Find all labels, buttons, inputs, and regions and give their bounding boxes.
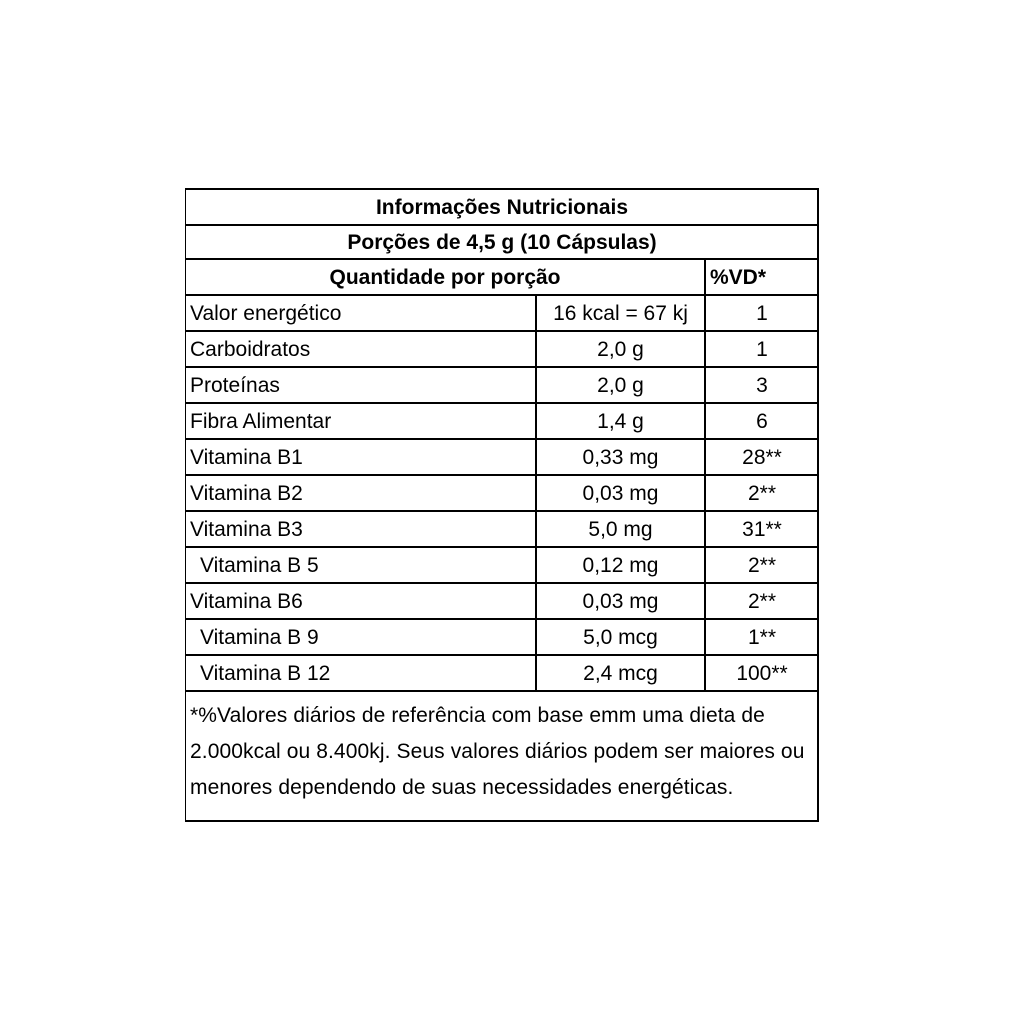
nutrient-name: Vitamina B3 bbox=[186, 511, 536, 547]
nutrient-name: Proteínas bbox=[186, 367, 536, 403]
table-row bbox=[186, 439, 818, 475]
portion-size: Porções de 4,5 g (10 Cápsulas) bbox=[186, 225, 818, 259]
nutrient-vd: 6 bbox=[705, 403, 818, 439]
nutrient-amount: 0,03 mg bbox=[536, 583, 705, 619]
table-row bbox=[186, 403, 818, 439]
nutrient-amount: 1,4 g bbox=[536, 403, 705, 439]
nutrient-name: Vitamina B2 bbox=[186, 475, 536, 511]
table-row bbox=[186, 547, 818, 583]
footnote: *%Valores diários de referência com base emm uma dieta de 2.000kcal ou 8.400kj. Seus valores diários podem ser maiores ou menores dependendo de suas necessidades energéticas. bbox=[186, 690, 817, 820]
nutrient-vd: 28** bbox=[705, 439, 818, 475]
table-row bbox=[186, 367, 818, 403]
nutrient-vd: 100** bbox=[705, 655, 818, 690]
nutrient-name: Valor energético bbox=[186, 295, 536, 331]
nutrition-table bbox=[186, 190, 818, 690]
table-row bbox=[186, 475, 818, 511]
nutrient-amount: 5,0 mcg bbox=[536, 619, 705, 655]
nutrient-vd: 31** bbox=[705, 511, 818, 547]
nutrient-name: Vitamina B 12 bbox=[200, 661, 331, 685]
title-row bbox=[186, 190, 818, 225]
nutrient-vd: 2** bbox=[705, 475, 818, 511]
nutrient-vd: 1 bbox=[705, 331, 818, 367]
nutrient-amount: 0,03 mg bbox=[536, 475, 705, 511]
nutrient-name: Vitamina B 5 bbox=[186, 547, 536, 583]
nutrient-vd: 1** bbox=[705, 619, 818, 655]
nutrient-vd: 2** bbox=[705, 583, 818, 619]
table-row bbox=[186, 331, 818, 367]
quantity-header: Quantidade por porção bbox=[186, 259, 705, 295]
nutrient-vd: 1 bbox=[705, 295, 818, 331]
portion-row bbox=[186, 225, 818, 259]
nutrient-amount: 2,0 g bbox=[536, 331, 705, 367]
nutrient-amount: 2,4 mcg bbox=[536, 655, 705, 690]
nutrient-name: Vitamina B 9 bbox=[186, 619, 536, 655]
nutrient-name: Carboidratos bbox=[186, 331, 536, 367]
nutrient-vd: 3 bbox=[705, 367, 818, 403]
table-row bbox=[186, 655, 818, 690]
table-row bbox=[186, 583, 818, 619]
nutrient-amount: 5,0 mg bbox=[536, 511, 705, 547]
nutrient-amount: 0,33 mg bbox=[536, 439, 705, 475]
table-row bbox=[186, 295, 818, 331]
nutrient-name: Vitamina B1 bbox=[186, 439, 536, 475]
nutrition-facts-table bbox=[185, 188, 819, 822]
nutrient-amount: 16 kcal = 67 kj bbox=[536, 295, 705, 331]
nutrient-vd: 2** bbox=[705, 547, 818, 583]
table-title: Informações Nutricionais bbox=[186, 190, 818, 225]
nutrient-name: Fibra Alimentar bbox=[186, 403, 536, 439]
table-row bbox=[186, 511, 818, 547]
header-row bbox=[186, 259, 818, 295]
nutrient-amount: 0,12 mg bbox=[536, 547, 705, 583]
nutrient-name: Vitamina B6 bbox=[186, 583, 536, 619]
vd-header: %VD* bbox=[705, 259, 818, 295]
table-row bbox=[186, 619, 818, 655]
nutrient-amount: 2,0 g bbox=[536, 367, 705, 403]
